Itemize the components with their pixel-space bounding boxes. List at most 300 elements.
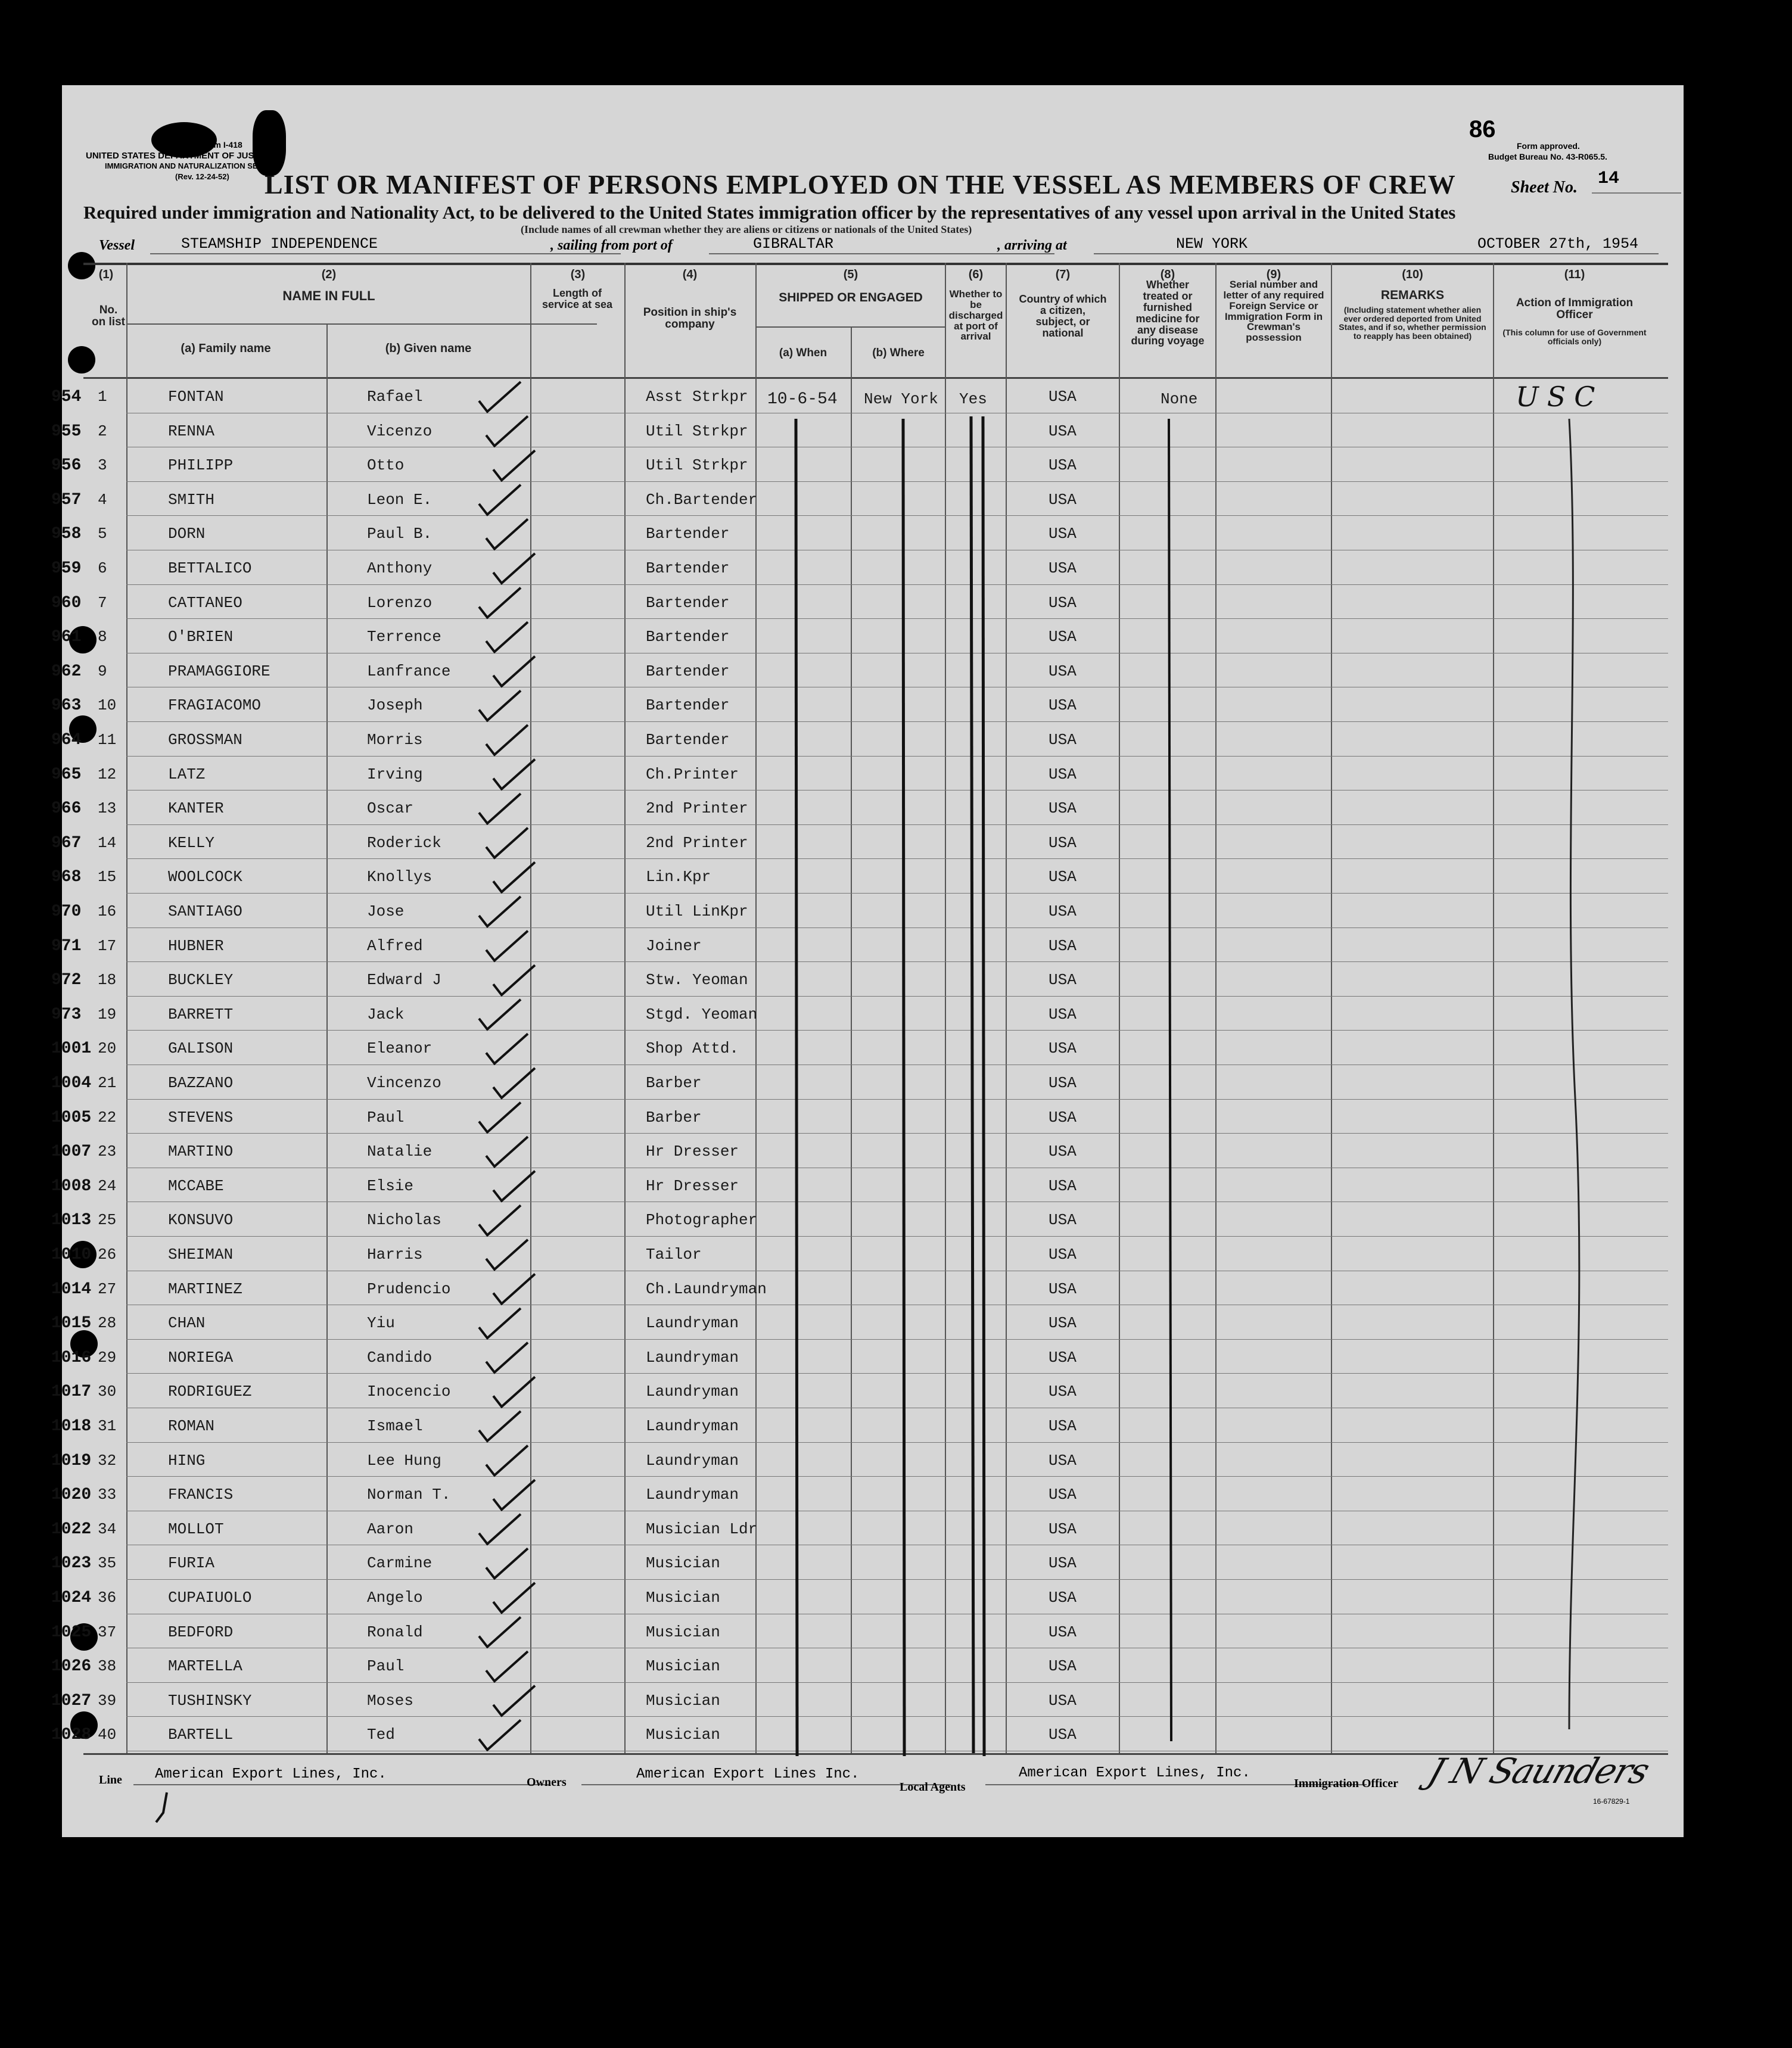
check-mark (486, 1651, 528, 1681)
row-list-number: 9 (98, 662, 107, 680)
row-list-number: 23 (98, 1143, 117, 1160)
row-stamp-number: 954 (51, 388, 82, 406)
citizenship: USA (1049, 765, 1077, 783)
family-name: KANTER (168, 799, 224, 817)
check-mark (479, 1308, 521, 1338)
sheet-label: Sheet No. (1511, 178, 1578, 197)
col-1-number: (1) (98, 268, 114, 281)
citizenship: USA (1049, 456, 1077, 474)
row-list-number: 1 (98, 388, 107, 406)
officer-label: Immigration Officer (1294, 1777, 1398, 1790)
given-name: Lanfrance (367, 662, 451, 680)
check-mark (493, 1068, 535, 1098)
row-list-number: 4 (98, 491, 107, 509)
family-name: SANTIAGO (168, 902, 242, 920)
ship-position: Musician (646, 1726, 720, 1744)
vessel-name: STEAMSHIP INDEPENDENCE (181, 235, 378, 253)
row-stamp-number: 959 (51, 559, 82, 578)
row-list-number: 29 (98, 1349, 117, 1367)
row-stamp-number: 1004 (51, 1074, 92, 1093)
check-mark (493, 862, 535, 892)
ship-position: Util Strkpr (646, 456, 748, 474)
given-name: Inocencio (367, 1383, 451, 1400)
row-list-number: 31 (98, 1417, 117, 1435)
family-name: TUSHINSKY (168, 1692, 252, 1710)
ship-position: Ch.Bartender (646, 491, 758, 509)
col-11-number: (11) (1564, 268, 1585, 281)
check-mark (493, 1480, 535, 1509)
discharge-answer: Yes (959, 390, 987, 408)
col-6-number: (6) (968, 268, 984, 281)
family-name: MARTINO (168, 1143, 234, 1160)
owners-name: American Export Lines Inc. (636, 1766, 860, 1782)
citizenship: USA (1049, 1006, 1077, 1023)
ship-position: Laundryman (646, 1314, 739, 1332)
col-5a-header: (a) When (779, 347, 827, 359)
citizenship: USA (1049, 491, 1077, 509)
given-name: Roderick (367, 834, 441, 852)
ship-position: Hr Dresser (646, 1177, 739, 1195)
check-mark (479, 1103, 521, 1132)
row-stamp-number: 1025 (51, 1623, 92, 1642)
check-mark (493, 656, 535, 686)
given-name: Lorenzo (367, 594, 433, 612)
given-name: Vicenzo (367, 422, 433, 440)
row-stamp-number: 973 (51, 1006, 82, 1024)
row-list-number: 28 (98, 1314, 117, 1332)
row-stamp-number: 1015 (51, 1314, 92, 1333)
row-list-number: 18 (98, 971, 117, 989)
family-name: FURIA (168, 1554, 215, 1572)
check-mark (479, 897, 521, 926)
ship-position: Ch.Laundryman (646, 1280, 767, 1298)
citizenship: USA (1049, 559, 1077, 577)
row-list-number: 27 (98, 1280, 117, 1298)
row-list-number: 36 (98, 1589, 117, 1607)
row-stamp-number: 961 (51, 628, 82, 646)
check-mark (479, 382, 521, 412)
ship-position: Util Strkpr (646, 422, 748, 440)
subtitle: Required under immigration and Nationality Act, to be delivered to the United States immigration officer by the representatives of any vessel upon arrival in the United States (83, 202, 1456, 223)
service-line: IMMIGRATION AND NATURALIZATION SERVICE (105, 161, 282, 170)
row-list-number: 40 (98, 1726, 117, 1744)
citizenship: USA (1049, 594, 1077, 612)
citizenship: USA (1049, 1452, 1077, 1470)
row-list-number: 39 (98, 1692, 117, 1710)
ship-position: Bartender (646, 559, 730, 577)
col-5-header: SHIPPED OR ENGAGED (779, 291, 923, 304)
citizenship: USA (1049, 1726, 1077, 1744)
given-name: Yiu (367, 1314, 395, 1332)
citizenship: USA (1049, 731, 1077, 749)
ship-position: 2nd Printer (646, 834, 748, 852)
row-stamp-number: 1027 (51, 1692, 92, 1710)
given-name: Carmine (367, 1554, 433, 1572)
citizenship: USA (1049, 1692, 1077, 1710)
given-name: Terrence (367, 628, 441, 646)
ship-position: Stw. Yeoman (646, 971, 748, 989)
family-name: GROSSMAN (168, 731, 242, 749)
given-name: Anthony (367, 559, 433, 577)
row-stamp-number: 955 (51, 422, 82, 441)
given-name: Aaron (367, 1520, 414, 1538)
row-list-number: 22 (98, 1109, 117, 1126)
check-mark (479, 1617, 521, 1647)
row-list-number: 12 (98, 765, 117, 783)
citizenship: USA (1049, 971, 1077, 989)
row-list-number: 3 (98, 456, 107, 474)
citizenship: USA (1049, 1623, 1077, 1641)
arriving-label: , arriving at (997, 238, 1067, 253)
line-label: Line (99, 1773, 122, 1786)
col-7-number: (7) (1055, 268, 1071, 281)
row-stamp-number: 1016 (51, 1349, 92, 1367)
row-stamp-number: 965 (51, 765, 82, 784)
check-mark (486, 416, 528, 446)
check-mark (486, 931, 528, 961)
row-stamp-number: 972 (51, 971, 82, 989)
family-name: WOOLCOCK (168, 868, 242, 886)
check-mark (493, 760, 535, 789)
shipped-place: New York (864, 390, 938, 408)
row-stamp-number: 956 (51, 456, 82, 475)
check-mark (493, 1377, 535, 1406)
given-name: Edward J (367, 971, 441, 989)
row-list-number: 10 (98, 696, 117, 714)
col-3-number: (3) (570, 268, 586, 281)
family-name: CATTANEO (168, 594, 242, 612)
citizenship: USA (1049, 1554, 1077, 1572)
row-stamp-number: 1024 (51, 1589, 92, 1607)
row-list-number: 14 (98, 834, 117, 852)
row-stamp-number: 1026 (51, 1657, 92, 1676)
given-name: Alfred (367, 937, 423, 955)
given-name: Angelo (367, 1589, 423, 1607)
ship-position: Laundryman (646, 1383, 739, 1400)
check-mark (493, 1171, 535, 1201)
family-name: ROMAN (168, 1417, 215, 1435)
citizenship: USA (1049, 1177, 1077, 1195)
ship-position: Musician (646, 1589, 720, 1607)
family-name: PHILIPP (168, 456, 234, 474)
ship-position: Bartender (646, 731, 730, 749)
ship-position: Tailor (646, 1246, 702, 1263)
col-5b-header: (b) Where (872, 347, 925, 359)
row-stamp-number: 970 (51, 902, 82, 921)
col-8-number: (8) (1160, 268, 1175, 281)
col-5-number: (5) (843, 268, 858, 281)
check-mark (493, 553, 535, 583)
ship-position: Barber (646, 1074, 702, 1092)
citizenship: USA (1049, 1143, 1077, 1160)
department-line: UNITED STATES DEPARTMENT OF JUSTICE (86, 151, 275, 161)
page-title: LIST OR MANIFEST OF PERSONS EMPLOYED ON THE VESSEL AS MEMBERS OF CREW (265, 169, 1456, 200)
row-stamp-number: 1020 (51, 1486, 92, 1504)
col-6-header: Whether to be discharged at port of arrival (948, 288, 1003, 343)
citizenship: USA (1049, 662, 1077, 680)
family-name: O'BRIEN (168, 628, 234, 646)
col-2-number: (2) (321, 268, 337, 281)
citizenship: USA (1049, 525, 1077, 543)
row-list-number: 34 (98, 1520, 117, 1538)
row-stamp-number: 1001 (51, 1039, 92, 1058)
citizenship: USA (1049, 1349, 1077, 1367)
arrival-date: OCTOBER 27th, 1954 (1477, 235, 1639, 253)
given-name: Ismael (367, 1417, 423, 1435)
col-2b-header: (b) Given name (385, 342, 472, 355)
ship-position: Stgd. Yeoman (646, 1006, 758, 1023)
family-name: STEVENS (168, 1109, 234, 1126)
check-mark (479, 793, 521, 823)
row-stamp-number: 968 (51, 868, 82, 886)
ship-position: Shop Attd. (646, 1039, 739, 1057)
col-7-header: Country of which a citizen, subject, or national (1019, 293, 1107, 339)
row-list-number: 37 (98, 1623, 117, 1641)
given-name: Knollys (367, 868, 433, 886)
medicine-answer: None (1161, 390, 1198, 408)
given-name: Paul B. (367, 525, 433, 543)
row-stamp-number: 1023 (51, 1554, 92, 1573)
col-11-note: (This column for use of Government officials only) (1502, 328, 1647, 346)
col-10-note: (Including statement whether alien ever ordered deported from United States, and if so, whether permission to reapply has been obtained) (1339, 305, 1486, 341)
check-mark (493, 965, 535, 995)
row-list-number: 6 (98, 559, 107, 577)
family-name: MARTINEZ (168, 1280, 242, 1298)
check-mark (486, 1548, 528, 1578)
ship-position: Musician (646, 1554, 720, 1572)
ship-position: Musician (646, 1623, 720, 1641)
row-list-number: 33 (98, 1486, 117, 1504)
given-name: Norman T. (367, 1486, 451, 1504)
ship-position: Musician (646, 1692, 720, 1710)
family-name: KONSUVO (168, 1211, 234, 1229)
family-name: HUBNER (168, 937, 224, 955)
family-name: NORIEGA (168, 1349, 234, 1367)
col-4-header: Position in ship's company (643, 306, 737, 331)
row-list-number: 32 (98, 1452, 117, 1470)
given-name: Vincenzo (367, 1074, 441, 1092)
citizenship: USA (1049, 902, 1077, 920)
row-stamp-number: 1022 (51, 1520, 92, 1539)
given-name: Leon E. (367, 491, 433, 509)
col-2a-header: (a) Family name (181, 342, 271, 355)
family-name: SHEIMAN (168, 1246, 234, 1263)
citizenship: USA (1049, 799, 1077, 817)
col-10-header: REMARKS (1380, 288, 1445, 302)
given-name: Ted (367, 1726, 395, 1744)
citizenship: USA (1049, 1280, 1077, 1298)
citizenship: USA (1049, 628, 1077, 646)
ship-position: Barber (646, 1109, 702, 1126)
ship-position: Bartender (646, 525, 730, 543)
row-stamp-number: 962 (51, 662, 82, 681)
row-stamp-number: 964 (51, 731, 82, 749)
vessel-label: Vessel (99, 238, 135, 253)
ship-position: Asst Strkpr (646, 388, 748, 406)
check-mark (486, 1446, 528, 1476)
ship-position: Ch.Printer (646, 765, 739, 783)
row-stamp-number: 967 (51, 834, 82, 852)
citizenship: USA (1049, 1074, 1077, 1092)
citizenship: USA (1049, 1109, 1077, 1126)
family-name: CHAN (168, 1314, 206, 1332)
row-list-number: 25 (98, 1211, 117, 1229)
check-mark (479, 1514, 521, 1544)
budget-line: Budget Bureau No. 43-R065.5. (1488, 152, 1607, 161)
arrival-port: NEW YORK (1176, 235, 1248, 253)
citizenship: USA (1049, 1246, 1077, 1263)
row-list-number: 35 (98, 1554, 117, 1572)
ship-position: Bartender (646, 662, 730, 680)
row-stamp-number: 1010 (51, 1246, 92, 1264)
check-marks (62, 85, 1684, 1837)
row-list-number: 17 (98, 937, 117, 955)
row-stamp-number: 1028 (51, 1726, 92, 1744)
col-9-number: (9) (1266, 268, 1281, 281)
ship-position: Bartender (646, 628, 730, 646)
agents-name: American Export Lines, Inc. (1019, 1765, 1250, 1781)
check-mark (479, 485, 521, 515)
row-list-number: 38 (98, 1657, 117, 1675)
family-name: RENNA (168, 422, 215, 440)
check-mark (493, 1583, 535, 1613)
agents-label: Local Agents (900, 1781, 966, 1794)
row-stamp-number: 957 (51, 491, 82, 509)
family-name: MARTELLA (168, 1657, 242, 1675)
row-stamp-number: 1007 (51, 1143, 92, 1161)
given-name: Eleanor (367, 1039, 433, 1057)
row-stamp-number: 1005 (51, 1109, 92, 1127)
family-name: FONTAN (168, 388, 224, 406)
family-name: MOLLOT (168, 1520, 224, 1538)
row-list-number: 26 (98, 1246, 117, 1263)
row-stamp-number: 971 (51, 937, 82, 955)
given-name: Jose (367, 902, 405, 920)
given-name: Elsie (367, 1177, 414, 1195)
ship-position: Laundryman (646, 1486, 739, 1504)
family-name: SMITH (168, 491, 215, 509)
row-list-number: 11 (98, 731, 117, 749)
family-name: FRAGIACOMO (168, 696, 262, 714)
row-list-number: 16 (98, 902, 117, 920)
family-name: PRAMAGGIORE (168, 662, 270, 680)
row-stamp-number: 1017 (51, 1383, 92, 1401)
family-name: GALISON (168, 1039, 234, 1057)
family-name: BEDFORD (168, 1623, 234, 1641)
row-list-number: 5 (98, 525, 107, 543)
family-name: BARTELL (168, 1726, 234, 1744)
ship-position: Musician (646, 1657, 720, 1675)
check-mark (486, 1137, 528, 1166)
family-name: BAZZANO (168, 1074, 234, 1092)
citizenship: USA (1049, 422, 1077, 440)
given-name: Paul (367, 1109, 405, 1126)
row-list-number: 7 (98, 594, 107, 612)
tick-mark (151, 1789, 175, 1837)
family-name: KELLY (168, 834, 215, 852)
ship-position: 2nd Printer (646, 799, 748, 817)
form-id: Form I-418 (200, 140, 242, 150)
action-handwriting: USC (1516, 381, 1604, 413)
check-mark (479, 1000, 521, 1029)
check-mark (493, 1274, 535, 1304)
ship-position: Laundryman (646, 1349, 739, 1367)
given-name: Otto (367, 456, 405, 474)
ship-position: Util LinKpr (646, 902, 748, 920)
citizenship: USA (1049, 1486, 1077, 1504)
check-mark (479, 690, 521, 720)
given-name: Nicholas (367, 1211, 441, 1229)
given-name: Harris (367, 1246, 423, 1263)
check-mark (486, 828, 528, 858)
approval-line: Form approved. (1517, 141, 1580, 151)
col-2-header: NAME IN FULL (282, 288, 375, 303)
citizenship: USA (1049, 1589, 1077, 1607)
departure-port: GIBRALTAR (753, 235, 834, 253)
row-list-number: 8 (98, 628, 107, 646)
ship-position: Photographer (646, 1211, 758, 1229)
row-stamp-number: 958 (51, 525, 82, 543)
family-name: BETTALICO (168, 559, 252, 577)
given-name: Natalie (367, 1143, 433, 1160)
row-list-number: 15 (98, 868, 117, 886)
row-stamp-number: 966 (51, 799, 82, 818)
ship-position: Hr Dresser (646, 1143, 739, 1160)
row-list-number: 24 (98, 1177, 117, 1195)
given-name: Joseph (367, 696, 423, 714)
family-name: CUPAIUOLO (168, 1589, 252, 1607)
given-name: Moses (367, 1692, 414, 1710)
row-list-number: 19 (98, 1006, 117, 1023)
citizenship: USA (1049, 1211, 1077, 1229)
given-name: Oscar (367, 799, 414, 817)
row-stamp-number: 1008 (51, 1177, 92, 1196)
from-label: , sailing from port of (550, 238, 673, 253)
row-stamp-number: 963 (51, 696, 82, 715)
officer-signature: J N Saunders (1423, 1751, 1654, 1791)
citizenship: USA (1049, 1383, 1077, 1400)
manifest-sheet (51, 85, 1684, 1837)
ship-position: Joiner (646, 937, 702, 955)
col-1-header: No. on list (92, 304, 125, 328)
family-name: HING (168, 1452, 206, 1470)
ship-position: Bartender (646, 696, 730, 714)
ship-position: Lin.Kpr (646, 868, 711, 886)
citizenship: USA (1049, 834, 1077, 852)
family-name: BARRETT (168, 1006, 234, 1023)
sheet-number: 14 (1598, 169, 1620, 189)
given-name: Paul (367, 1657, 405, 1675)
check-mark (493, 450, 535, 480)
given-name: Irving (367, 765, 423, 783)
page-number: 86 (1469, 116, 1496, 142)
check-mark (479, 1411, 521, 1441)
citizenship: USA (1049, 1657, 1077, 1675)
row-stamp-number: 960 (51, 594, 82, 612)
family-name: BUCKLEY (168, 971, 234, 989)
given-name: Morris (367, 731, 423, 749)
ship-position: Laundryman (646, 1417, 739, 1435)
owners-label: Owners (527, 1776, 567, 1789)
check-mark (479, 1720, 521, 1750)
col-3-header: Length of service at sea (542, 287, 613, 310)
given-name: Ronald (367, 1623, 423, 1641)
given-name: Lee Hung (367, 1452, 441, 1470)
check-mark (486, 519, 528, 549)
check-mark (479, 1205, 521, 1235)
citizenship: USA (1049, 1417, 1077, 1435)
row-stamp-number: 1019 (51, 1452, 92, 1470)
